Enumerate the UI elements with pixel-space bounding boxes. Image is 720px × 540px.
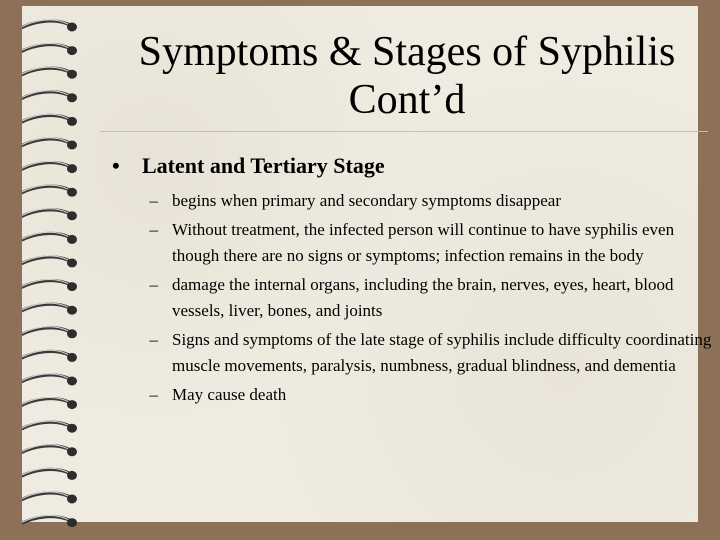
slide-title (112, 28, 702, 124)
spiral-ring (22, 162, 77, 174)
list-item (112, 327, 712, 380)
spiral-binding-icon (22, 16, 102, 532)
list-item (112, 382, 712, 409)
list-item-text: Signs and symptoms of the late stage of syphilis include difficulty coordinating muscle movements, paralysis, numbness, gradual blindness, and dementia (172, 329, 712, 375)
slide-title-line-1: Symptoms & Stages of Syphilis (138, 29, 676, 75)
spiral-ring (22, 91, 77, 103)
spiral-ring (22, 256, 77, 268)
spiral-ring (22, 209, 77, 221)
bullet-icon: • (112, 153, 120, 178)
dash-icon: – (149, 329, 158, 349)
spiral-ring (22, 114, 77, 126)
list-item (112, 217, 712, 270)
dash-icon: – (149, 384, 158, 404)
spiral-ring (22, 138, 77, 150)
list-item (112, 272, 712, 325)
dash-icon: – (149, 191, 158, 210)
title-divider (100, 131, 708, 132)
spiral-ring (22, 468, 77, 480)
spiral-ring (22, 516, 77, 528)
spiral-ring (22, 44, 77, 56)
bullet-heading-text: Latent and Tertiary Stage (142, 153, 385, 178)
spiral-ring (22, 232, 77, 244)
list-item-text: begins when primary and secondary symptoms disappear (172, 191, 562, 210)
dash-icon: – (149, 219, 158, 239)
list-item (112, 188, 712, 215)
list-item-text: damage the internal organs, including the brain, nerves, eyes, heart, blood vessels, liver, bones, and joints (172, 274, 674, 320)
spiral-ring (22, 421, 77, 433)
sub-bullet-list (112, 188, 712, 408)
spiral-ring (22, 67, 77, 79)
spiral-ring (22, 303, 77, 315)
list-item-text: Without treatment, the infected person will continue to have syphilis even though there are no signs or symptoms; infection remains in the body (172, 219, 675, 265)
slide-title-line-2: Cont’d (348, 77, 466, 123)
slide-content (112, 152, 712, 410)
spiral-ring (22, 327, 77, 339)
spiral-ring (22, 350, 77, 362)
spiral-ring (22, 374, 77, 386)
spiral-ring (22, 280, 77, 292)
spiral-ring (22, 398, 77, 410)
list-item-text: May cause death (172, 384, 287, 404)
spiral-ring (22, 492, 77, 504)
bullet-heading (112, 152, 712, 180)
slide-page (22, 6, 712, 522)
spiral-ring (22, 185, 77, 197)
spiral-ring (22, 445, 77, 457)
dash-icon: – (149, 274, 158, 294)
spiral-ring (22, 20, 77, 32)
